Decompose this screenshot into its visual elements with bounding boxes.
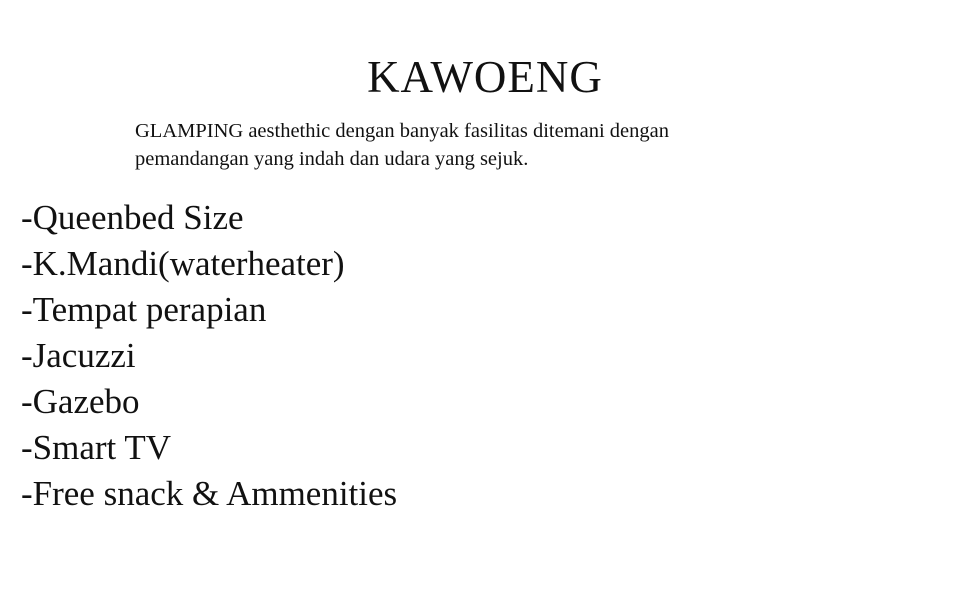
feature-list	[21, 195, 397, 517]
feature-item-queenbed: -Queenbed Size	[21, 198, 244, 237]
feature-item-snack-amenities: -Free snack & Ammenities	[21, 474, 398, 513]
feature-item-jacuzzi: -Jacuzzi	[21, 336, 136, 375]
description-line-2: pemandangan yang indah dan udara yang sejuk.	[135, 148, 529, 170]
feature-item-bathroom: -K.Mandi(waterheater)	[21, 244, 345, 283]
description-line-1: GLAMPING aesthethic dengan banyak fasilitas ditemani dengan	[135, 120, 669, 142]
page-title: KAWOENG	[367, 52, 603, 102]
feature-item-gazebo: -Gazebo	[21, 382, 140, 421]
feature-item-smart-tv: -Smart TV	[21, 428, 172, 467]
feature-item-fireplace: -Tempat perapian	[21, 290, 267, 329]
description-paragraph	[135, 117, 835, 173]
